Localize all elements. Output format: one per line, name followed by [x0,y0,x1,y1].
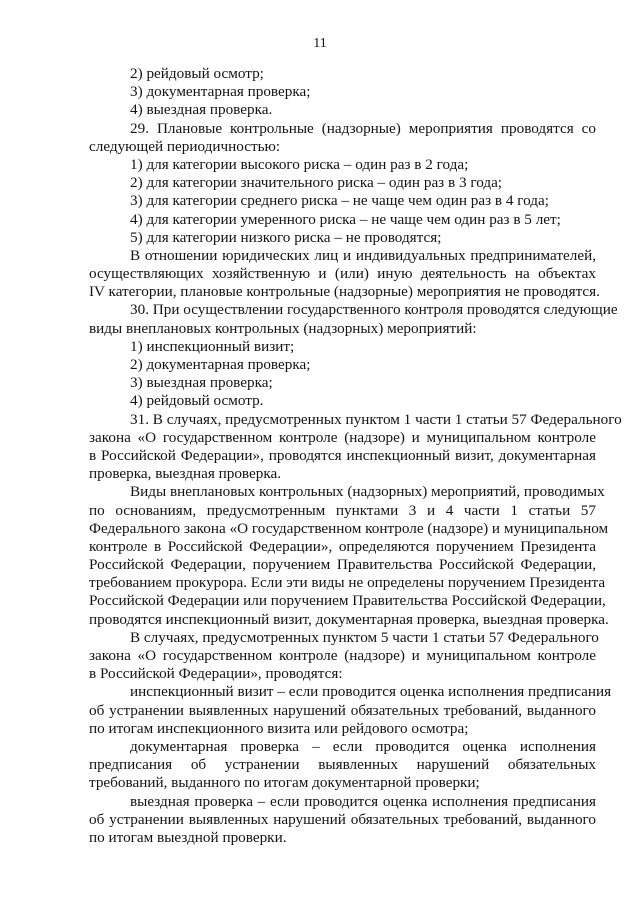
text-line: Виды внеплановых контрольных (надзорных) мероприятий, проводимых [130,483,605,501]
text-line: проверка, выездная проверка. [89,465,282,483]
text-line: 29. Плановые контрольные (надзорные) мероприятия проводятся со [130,119,596,137]
text-line: IV категории, плановые контрольные (надзорные) мероприятия не проводятся. [89,283,600,301]
text-line: 1) инспекционный визит; [130,337,295,355]
text-line: Федерального закона «О государственном контроле (надзоре) и муниципальном [89,519,609,537]
text-line: следующей периодичностью: [89,137,281,155]
text-line: виды внеплановых контрольных (надзорных) мероприятий: [89,319,477,337]
text-line: 3) выездная проверка; [130,374,273,392]
text-line: 31. В случаях, предусмотренных пунктом 1 части 1 статьи 57 Федерального [130,410,622,428]
text-line: выездная проверка – если проводится оценка исполнения предписания [130,792,596,810]
text-line: 4) выездная проверка. [130,101,273,119]
text-line: 30. При осуществлении государственного контроля проводятся следующие [130,301,618,319]
text-line: осуществляющих хозяйственную и (или) иную деятельность на объектах [89,265,596,283]
text-line: по итогам инспекционного визита или рейдового осмотра; [89,719,469,737]
page-number: 11 [313,36,327,51]
text-line: 2) рейдовый осмотр; [130,65,264,82]
text-line: В случаях, предусмотренных пунктом 5 части 1 статьи 57 Федерального [130,628,599,646]
text-line: об устранении выявленных нарушений обязательных требований, выданного [89,810,596,828]
text-line: 1) для категории высокого риска – один раз в 2 года; [130,155,469,173]
text-line: предписания об устранении выявленных нарушений обязательных [89,756,596,774]
text-line: в Российской Федерации», проводятся: [89,665,343,683]
text-line: контроле в Российской Федерации», определяются поручением Президента [89,537,596,555]
text-line: об устранении выявленных нарушений обязательных требований, выданного [89,701,596,719]
text-line: 3) документарная проверка; [130,83,311,101]
text-line: 2) для категории значительного риска – один раз в 3 года; [130,174,503,192]
text-line: 4) для категории умеренного риска – не чаще чем один раз в 5 лет; [130,210,561,228]
text-line: инспекционный визит – если проводится оценка исполнения предписания [130,683,612,701]
text-line: в Российской Федерации», проводятся инспекционный визит, документарная [89,446,596,464]
text-line: документарная проверка – если проводится оценка исполнения [130,737,596,755]
text-line: В отношении юридических лиц и индивидуальных предпринимателей, [130,246,596,264]
document-body [89,65,622,847]
text-line: Российской Федерации или поручением Правительства Российской Федерации, [89,592,606,610]
text-line: закона «О государственном контроле (надзоре) и муниципальном контроле [89,647,596,664]
text-line: закона «О государственном контроле (надзоре) и муниципальном контроле [89,428,596,446]
text-line: требований, выданного по итогам документарной проверки; [89,774,480,792]
text-line: по итогам выездной проверки. [89,828,287,846]
text-line: 3) для категории среднего риска – не чаще чем один раз в 4 года; [130,192,549,210]
text-line: 2) документарная проверка; [130,356,311,373]
text-line: Российской Федерации, поручением Правительства Российской Федерации, [89,556,596,574]
text-line: по основаниям, предусмотренным пунктами 3 и 4 части 1 статьи 57 [89,501,596,519]
text-line: 4) рейдовый осмотр. [130,392,264,410]
text-line: требованием прокурора. Если эти виды не определены поручением Президента [89,574,606,592]
text-line: проводятся инспекционный визит, документарная проверка, выездная проверка. [89,610,609,628]
text-line: 5) для категории низкого риска – не проводятся; [130,228,442,246]
